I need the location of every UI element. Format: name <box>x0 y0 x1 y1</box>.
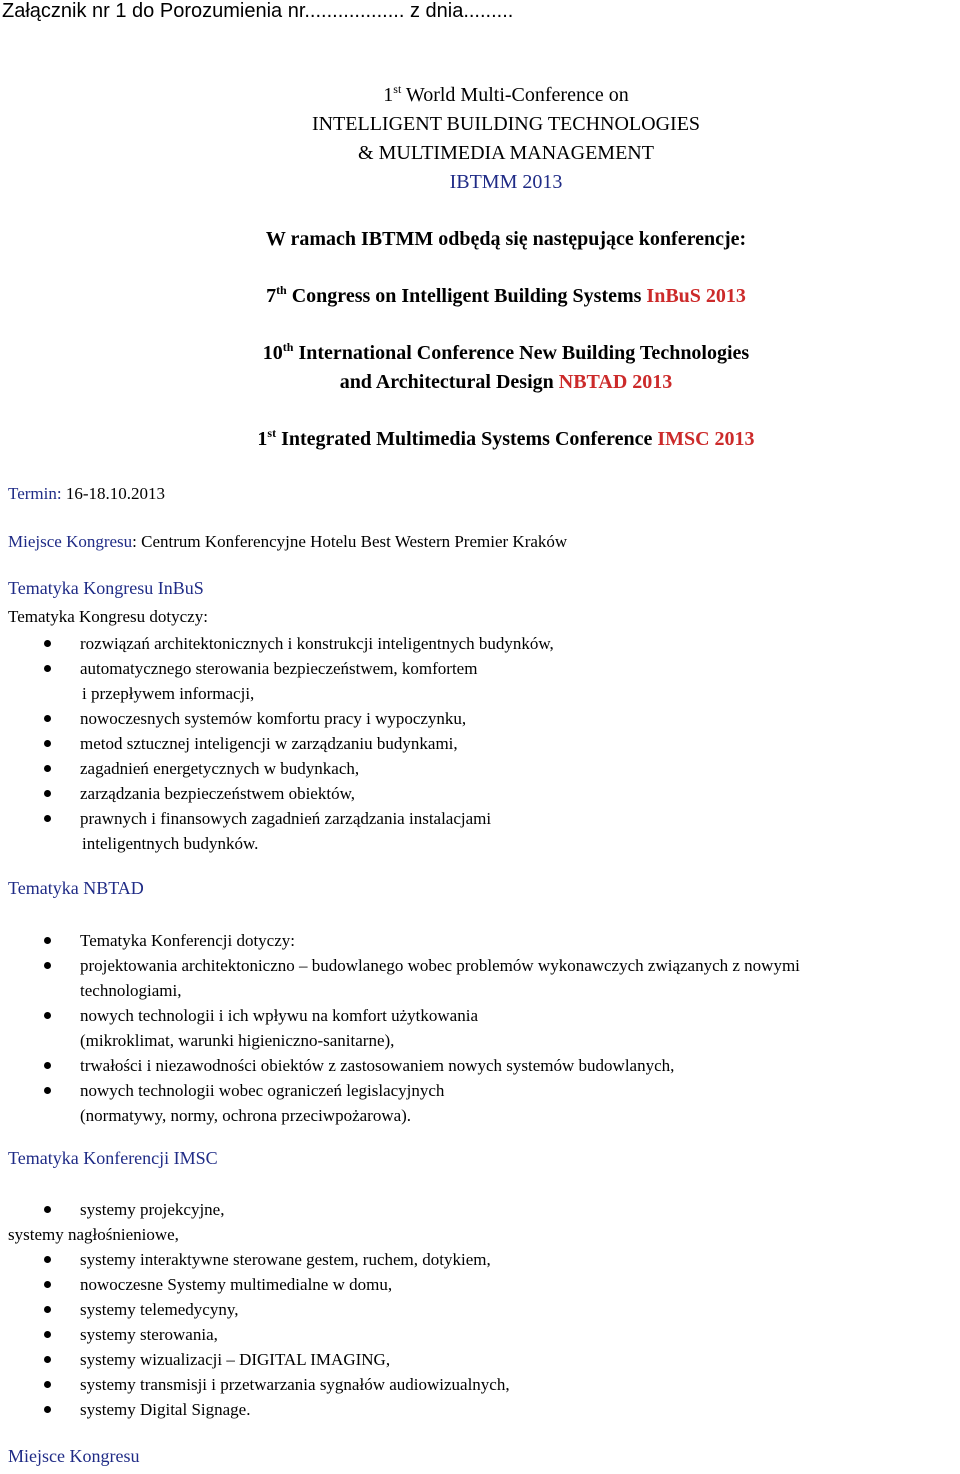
list-item: nowoczesne Systemy multimedialne w domu, <box>0 1272 510 1297</box>
list-item-continuation: (normatywy, normy, ochrona przeciwpożarowa). <box>80 1106 412 1125</box>
inbus-intro: Tematyka Kongresu dotyczy: <box>8 607 208 626</box>
title-line-3: & MULTIMEDIA MANAGEMENT <box>358 142 654 164</box>
imsc-heading: Tematyka Konferencji IMSC <box>8 1148 218 1168</box>
list-item: nowoczesnych systemów komfortu pracy i wypoczynku, <box>0 706 554 731</box>
venue-line: Miejsce Kongresu: Centrum Konferencyjne Hotelu Best Western Premier Kraków <box>8 532 568 551</box>
list-item: prawnych i finansowych zagadnień zarządzania instalacjami <box>0 806 554 831</box>
conference-inbus: 7th Congress on Intelligent Building Systems InBuS 2013 <box>266 283 746 307</box>
conference-imsc: 1st Integrated Multimedia Systems Conference IMSC 2013 <box>257 426 755 450</box>
list-item-continuation: technologiami, <box>80 981 182 1000</box>
list-item: systemy projekcyjne, <box>0 1197 224 1222</box>
conference-nbtad-line2: and Architectural Design NBTAD 2013 <box>339 371 673 393</box>
list-item: systemy telemedycyny, <box>0 1297 510 1322</box>
list-item: zarządzania bezpieczeństwem obiektów, <box>0 781 554 806</box>
nbtad-heading: Tematyka NBTAD <box>8 878 144 898</box>
list-item-continuation: i przepływem informacji, <box>82 684 255 703</box>
list-item: zagadnień energetycznych w budynkach, <box>0 756 554 781</box>
list-item: projektowania architektoniczno – budowlanego wobec problemów wykonawczych związanych z nowymi <box>0 953 800 978</box>
nbtad-list <box>0 928 800 1128</box>
list-item-continuation: inteligentnych budynków. <box>82 834 259 853</box>
list-item: trwałości i niezawodności obiektów z zastosowaniem nowych systemów budowlanych, <box>0 1053 800 1078</box>
title-acronym: IBTMM 2013 <box>449 171 563 193</box>
list-item: nowych technologii wobec ograniczeń legislacyjnych <box>0 1078 800 1103</box>
list-item: systemy transmisji i przetwarzania sygnałów audiowizualnych, <box>0 1372 510 1397</box>
venue-heading-footer: Miejsce Kongresu <box>8 1446 140 1466</box>
conference-nbtad-line1: 10th International Conference New Building Technologies <box>262 340 750 364</box>
list-item: systemy Digital Signage. <box>0 1397 510 1422</box>
inbus-list <box>0 631 554 856</box>
list-item: metod sztucznej inteligencji w zarządzaniu budynkami, <box>0 731 554 756</box>
list-item: Tematyka Konferencji dotyczy: <box>0 928 800 953</box>
list-item-continuation: (mikroklimat, warunki higieniczno-sanitarne), <box>80 1031 395 1050</box>
list-item: nowych technologii i ich wpływu na komfort użytkowania <box>0 1003 800 1028</box>
imsc-loose-line: systemy nagłośnieniowe, <box>8 1225 179 1244</box>
conferences-intro: W ramach IBTMM odbędą się następujące konferencje: <box>265 228 747 250</box>
title-line-2: INTELLIGENT BUILDING TECHNOLOGIES <box>311 113 701 135</box>
list-item: systemy interaktywne sterowane gestem, ruchem, dotykiem, <box>0 1247 510 1272</box>
list-item: systemy wizualizacji – DIGITAL IMAGING, <box>0 1347 510 1372</box>
list-item: rozwiązań architektonicznych i konstrukcji inteligentnych budynków, <box>0 631 554 656</box>
annex-header: Załącznik nr 1 do Porozumienia nr.................. z dnia......... <box>2 0 514 22</box>
title-line-1: 1st World Multi-Conference on <box>383 82 629 106</box>
list-item: automatycznego sterowania bezpieczeństwem, komfortem <box>0 656 554 681</box>
imsc-list <box>0 1247 510 1422</box>
term-line: Termin: 16-18.10.2013 <box>8 484 165 503</box>
imsc-list-first <box>0 1197 224 1222</box>
inbus-heading: Tematyka Kongresu InBuS <box>8 578 204 598</box>
list-item: systemy sterowania, <box>0 1322 510 1347</box>
